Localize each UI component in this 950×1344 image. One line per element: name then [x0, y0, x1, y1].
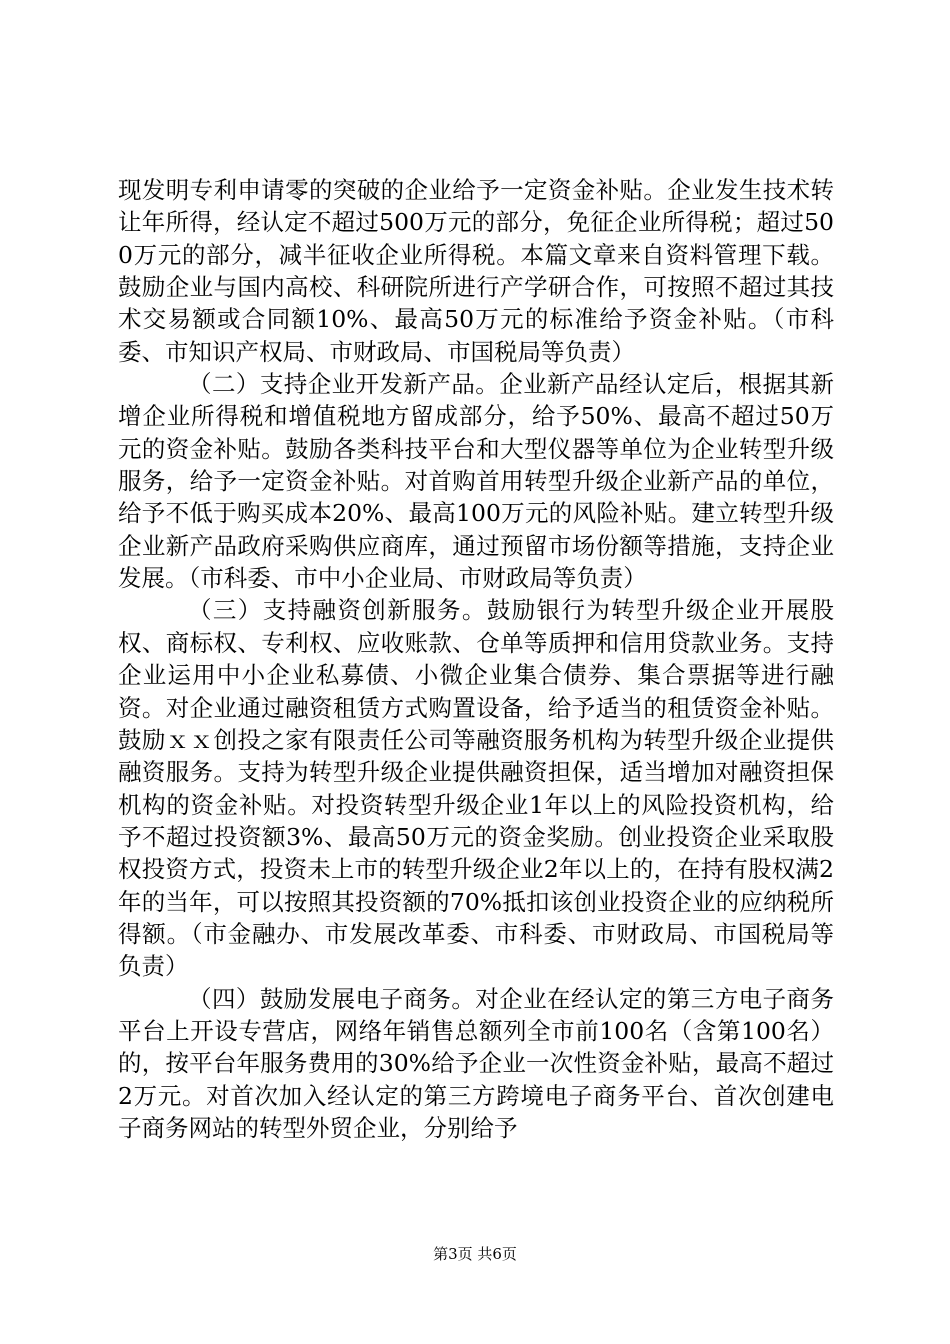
paragraph-new-products: （二）支持企业开发新产品。企业新产品经认定后，根据其新增企业所得税和增值税地方留成部分，给予50%、最高不超过50万元的资金补贴。鼓励各类科技平台和大型仪器等单位为企业转型升级服务，给予一定资金补贴。对首购首用转型升级企业新产品的单位，给予不低于购买成本20%、最高100万元的风险补贴。建立转型升级企业新产品政府采购供应商库，通过预留市场份额等措施，支持企业发展。（市科委、市中小企业局、市财政局等负责） [118, 370, 834, 593]
paragraph-financing: （三）支持融资创新服务。鼓励银行为转型升级企业开展股权、商标权、专利权、应收账款、仓单等质押和信用贷款业务。支持企业运用中小企业私募债、小微企业集合债券、集合票据等进行融资。对企业通过融资租赁方式购置设备，给予适当的租赁资金补贴。鼓励ｘｘ创投之家有限责任公司等融资服务机构为转型升级企业提供融资服务。支持为转型升级企业提供融资担保，适当增加对融资担保机构的资金补贴。对投资转型升级企业1年以上的风险投资机构，给予不超过投资额3%、最高50万元的资金奖励。创业投资企业采取股权投资方式，投资未上市的转型升级企业2年以上的，在持有股权满2年的当年，可以按照其投资额的70%抵扣该创业投资企业的应纳税所得额。（市金融办、市发展改革委、市科委、市财政局、市国税局等负责） [118, 596, 834, 981]
page-footer: 第3页 共6页 [433, 1245, 517, 1263]
paragraph-continuation: 现发明专利申请零的突破的企业给予一定资金补贴。企业发生技术转让年所得，经认定不超过500万元的部分，免征企业所得税；超过500万元的部分，减半征收企业所得税。本篇文章来自资料管理下载。鼓励企业与国内高校、科研院所进行产学研合作，可按照不超过其技术交易额或合同额10%、最高50万元的标准给予资金补贴。（市科委、市知识产权局、市财政局、市国税局等负责） [118, 176, 834, 366]
document-body [118, 174, 834, 1144]
paragraph-ecommerce: （四）鼓励发展电子商务。对企业在经认定的第三方电子商务平台上开设专营店，网络年销售总额列全市前100名（含第100名）的，按平台年服务费用的30%给予企业一次性资金补贴，最高不超过2万元。对首次加入经认定的第三方跨境电子商务平台、首次创建电子商务网站的转型外贸企业，分别给予 [118, 984, 834, 1142]
